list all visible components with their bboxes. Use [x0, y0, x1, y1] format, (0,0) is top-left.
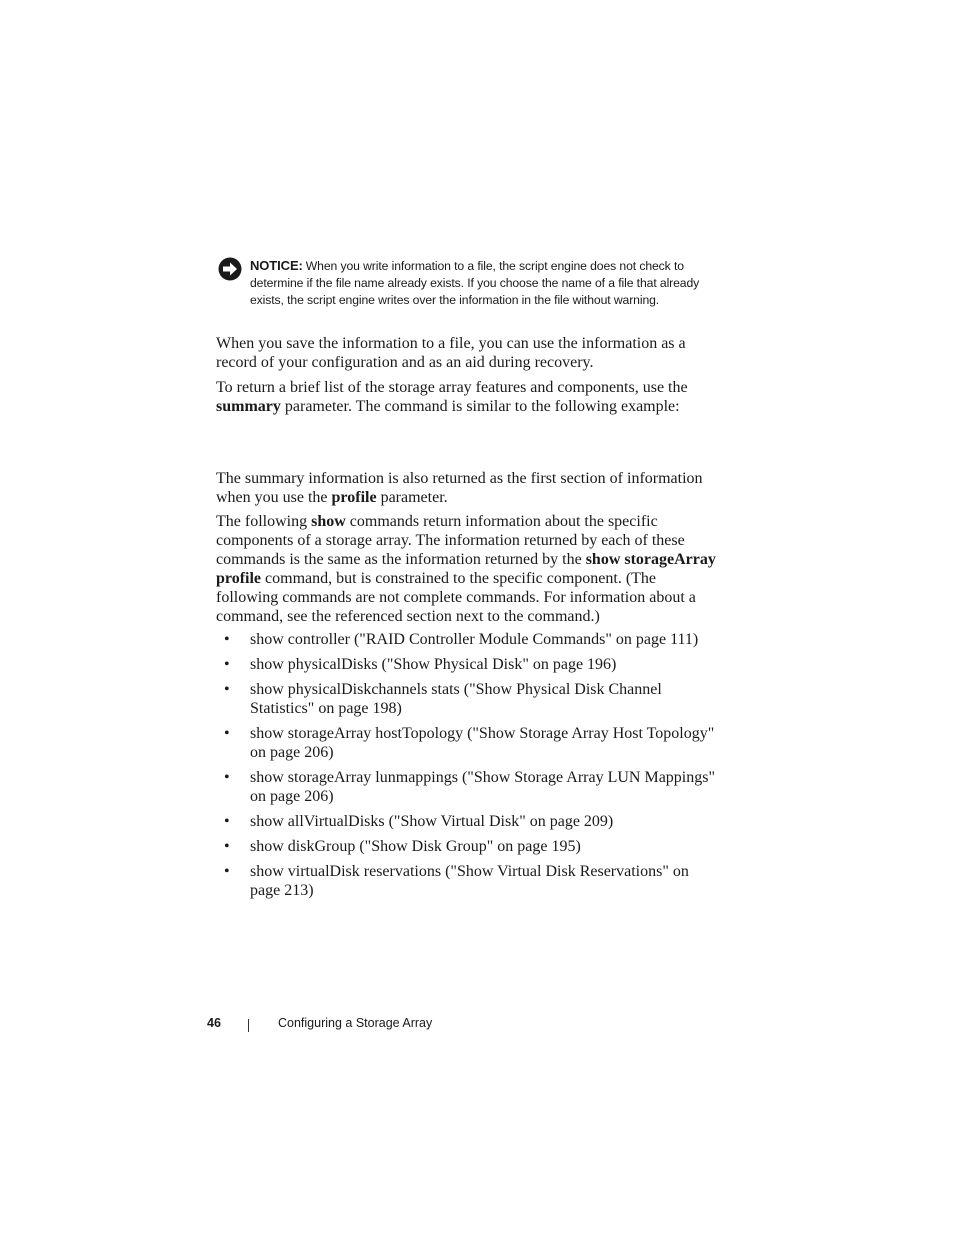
paragraph-save-info: When you save the information to a file, you can use the information as a record of your configuration and as an aid during recovery.	[216, 335, 686, 371]
paragraph-profile-text-2: parameter.	[376, 489, 448, 506]
bullet-marker: •	[224, 838, 230, 855]
notice-text	[250, 257, 718, 310]
bullet-marker: •	[224, 656, 230, 673]
footer-page-number: 46	[207, 1016, 221, 1030]
list-item	[216, 837, 716, 856]
list-item	[216, 724, 716, 762]
list-item-text: show controller ("RAID Controller Module Commands" on page 111)	[250, 631, 699, 648]
paragraph-show-text-2: commands return information about the specific components of a storage array. The information returned by each of these commands is the same as the information returned by the	[216, 513, 685, 568]
keyword-profile: profile	[331, 489, 377, 506]
paragraph-profile-text-1: The summary information is also returned as the first section of information when you use the	[216, 470, 703, 506]
footer-separator	[248, 1019, 249, 1032]
list-item-text: show diskGroup ("Show Disk Group" on page 195)	[250, 838, 581, 855]
list-item-text: show allVirtualDisks ("Show Virtual Disk" on page 209)	[250, 813, 614, 830]
list-item	[216, 655, 716, 674]
bullet-marker: •	[224, 813, 230, 830]
paragraph-summary-text-2: parameter. The command is similar to the following example:	[280, 398, 680, 415]
show-commands-list	[216, 630, 716, 906]
paragraph-profile	[216, 469, 716, 507]
list-item-text: show storageArray lunmappings ("Show Storage Array LUN Mappings" on page 206)	[250, 769, 715, 805]
list-item	[216, 680, 716, 718]
paragraph-summary-text-1: To return a brief list of the storage array features and components, use the	[216, 379, 688, 396]
bullet-marker: •	[224, 769, 230, 786]
list-item-text: show physicalDiskchannels stats ("Show Physical Disk Channel Statistics" on page 198)	[250, 681, 662, 717]
bullet-marker: •	[224, 631, 230, 648]
footer-section-title: Configuring a Storage Array	[278, 1016, 433, 1030]
list-item	[216, 862, 716, 900]
paragraph-show-text-1: The following	[216, 513, 312, 530]
bullet-marker: •	[224, 725, 230, 742]
paragraph-show-commands	[216, 512, 716, 626]
notice-arrow-icon	[218, 257, 242, 281]
notice-label: NOTICE:	[250, 258, 303, 273]
list-item-text: show virtualDisk reservations ("Show Virtual Disk Reservations" on page 213)	[250, 863, 689, 899]
list-item	[216, 812, 716, 831]
bullet-marker: •	[224, 681, 230, 698]
paragraph-summary	[216, 378, 716, 416]
bullet-marker: •	[224, 863, 230, 880]
list-item	[216, 768, 716, 806]
list-item-text: show physicalDisks ("Show Physical Disk" on page 196)	[250, 656, 617, 673]
keyword-summary: summary	[216, 398, 281, 415]
keyword-show-storagearray-profile: show storageArray profile	[216, 551, 716, 587]
paragraph-show-text-3: command, but is constrained to the specific component. (The following commands are not complete commands. For information about a command, see the referenced section next to the command.)	[216, 570, 696, 625]
notice-body: When you write information to a file, the script engine does not check to determine if the file name already exists. If you choose the name of a file that already exists, the script engine writes over the information in the file without warning.	[250, 259, 700, 308]
list-item	[216, 630, 716, 649]
keyword-show: show	[311, 513, 346, 530]
list-item-text: show storageArray hostTopology ("Show Storage Array Host Topology" on page 206)	[250, 725, 715, 761]
